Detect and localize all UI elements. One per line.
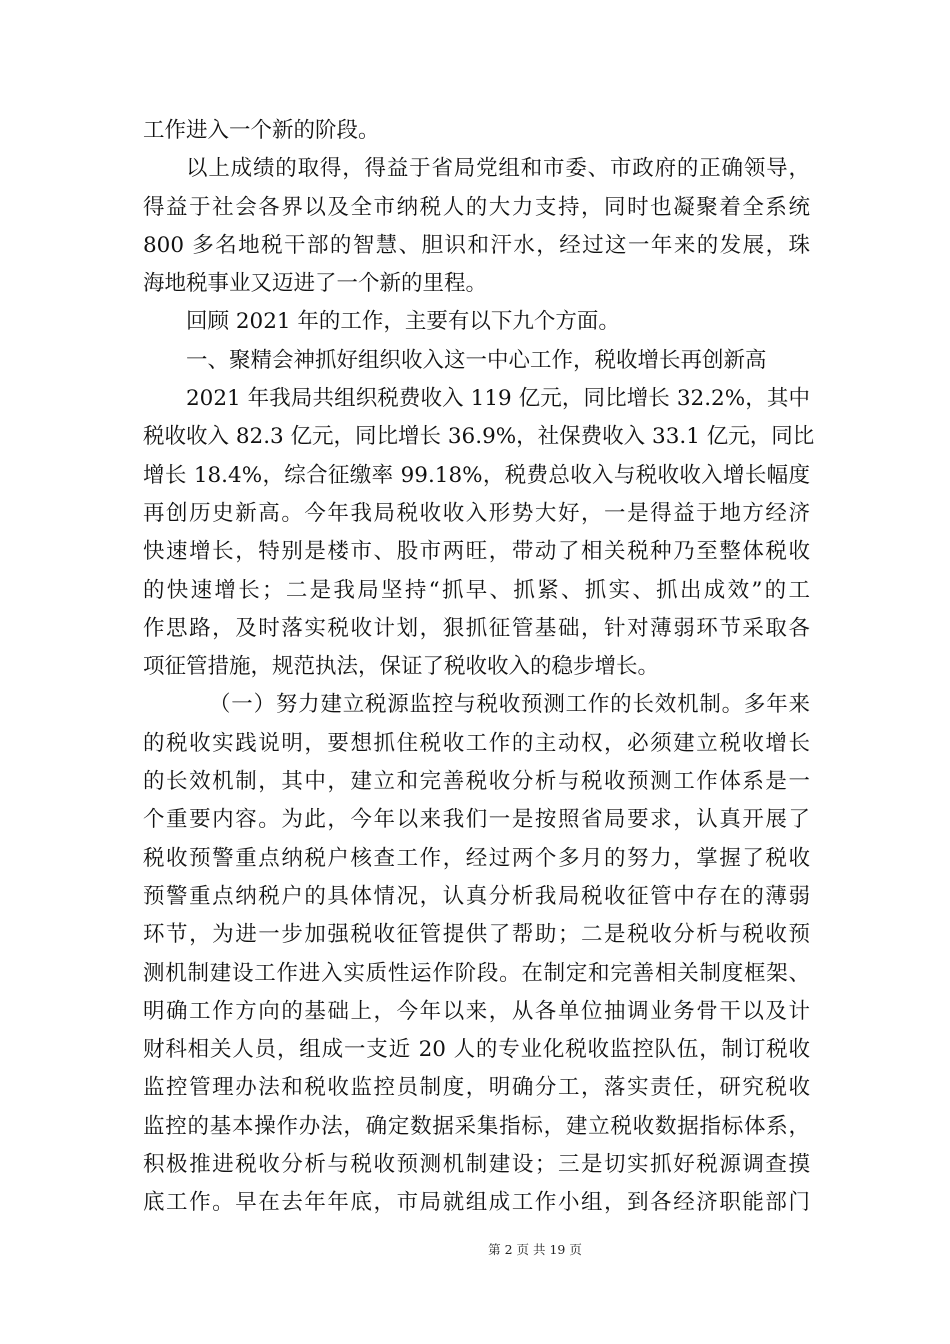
text-line: 作思路，及时落实税收计划，狠抓征管基础，针对薄弱环节采取各 [143,615,810,641]
text-line: 测机制建设工作进入实质性运作阶段。在制定和完善相关制度框架、 [143,960,810,986]
subsection-heading: （一）努力建立税源监控与税收预测工作的长效机制。多年来 [209,692,810,718]
text-line: 项征管措施，规范执法，保证了税收收入的稳步增长。 [143,654,660,680]
text-line: 800 多名地税干部的智慧、胆识和汗水，经过这一年来的发展，珠 [143,232,810,258]
text-line: 税收收入 82.3 亿元，同比增长 36.9%，社保费收入 33.1 亿元，同比 [143,424,815,450]
text-line: 个重要内容。为此，今年以来我们一是按照省局要求，认真开展了 [143,807,810,833]
text-line: 海地税事业又迈进了一个新的里程。 [143,271,488,297]
text-line: 再创历史新高。今年我局税收收入形势大好，一是得益于地方经济 [143,500,810,526]
text-line: 快速增长，特别是楼市、股市两旺，带动了相关税种乃至整体税收 [143,539,810,565]
text-line: 税收预警重点纳税户核查工作，经过两个多月的努力，掌握了税收 [143,845,810,871]
section-heading: 一、聚精会神抓好组织收入这一中心工作，税收增长再创新高 [186,347,767,373]
text-line: 增长 18.4%，综合征缴率 99.18%，税费总收入与税收收入增长幅度 [143,462,810,488]
text-line: 的税收实践说明，要想抓住税收工作的主动权，必须建立税收增长 [143,730,810,756]
text-line: 财科相关人员，组成一支近 20 人的专业化税收监控队伍，制订税收 [143,1037,810,1063]
text-line: 得益于社会各界以及全市纳税人的大力支持，同时也凝聚着全系统 [143,194,810,220]
text-line: 明确工作方向的基础上，今年以来，从各单位抽调业务骨干以及计 [143,998,810,1024]
text-line: 监控管理办法和税收监控员制度，明确分工，落实责任，研究税收 [143,1075,810,1101]
text-line: 的长效机制，其中，建立和完善税收分析与税收预测工作体系是一 [143,769,810,795]
text-line: 2021 年我局共组织税费收入 119 亿元，同比增长 32.2%，其中 [186,386,810,412]
text-line: 环节，为进一步加强税收征管提供了帮助；二是税收分析与税收预 [143,922,810,948]
text-line: 预警重点纳税户的具体情况，认真分析我局税收征管中存在的薄弱 [143,883,810,909]
text-line: 工作进入一个新的阶段。 [143,118,380,143]
page-number: 第 2 页 共 19 页 [488,1242,582,1257]
text-line: 监控的基本操作办法，确定数据采集指标，建立税收数据指标体系， [143,1113,810,1139]
text-line: 积极推进税收分析与税收预测机制建设；三是切实抓好税源调查摸 [143,1152,810,1178]
text-line: 的快速增长；二是我局坚持“抓早、抓紧、抓实、抓出成效”的工 [143,577,810,603]
document-body [143,112,815,1223]
text-line: 底工作。早在去年年底，市局就组成工作小组，到各经济职能部门 [143,1190,810,1216]
text-line: 回顾 2021 年的工作，主要有以下九个方面。 [186,309,620,335]
text-line: 以上成绩的取得，得益于省局党组和市委、市政府的正确领导， [186,156,810,182]
